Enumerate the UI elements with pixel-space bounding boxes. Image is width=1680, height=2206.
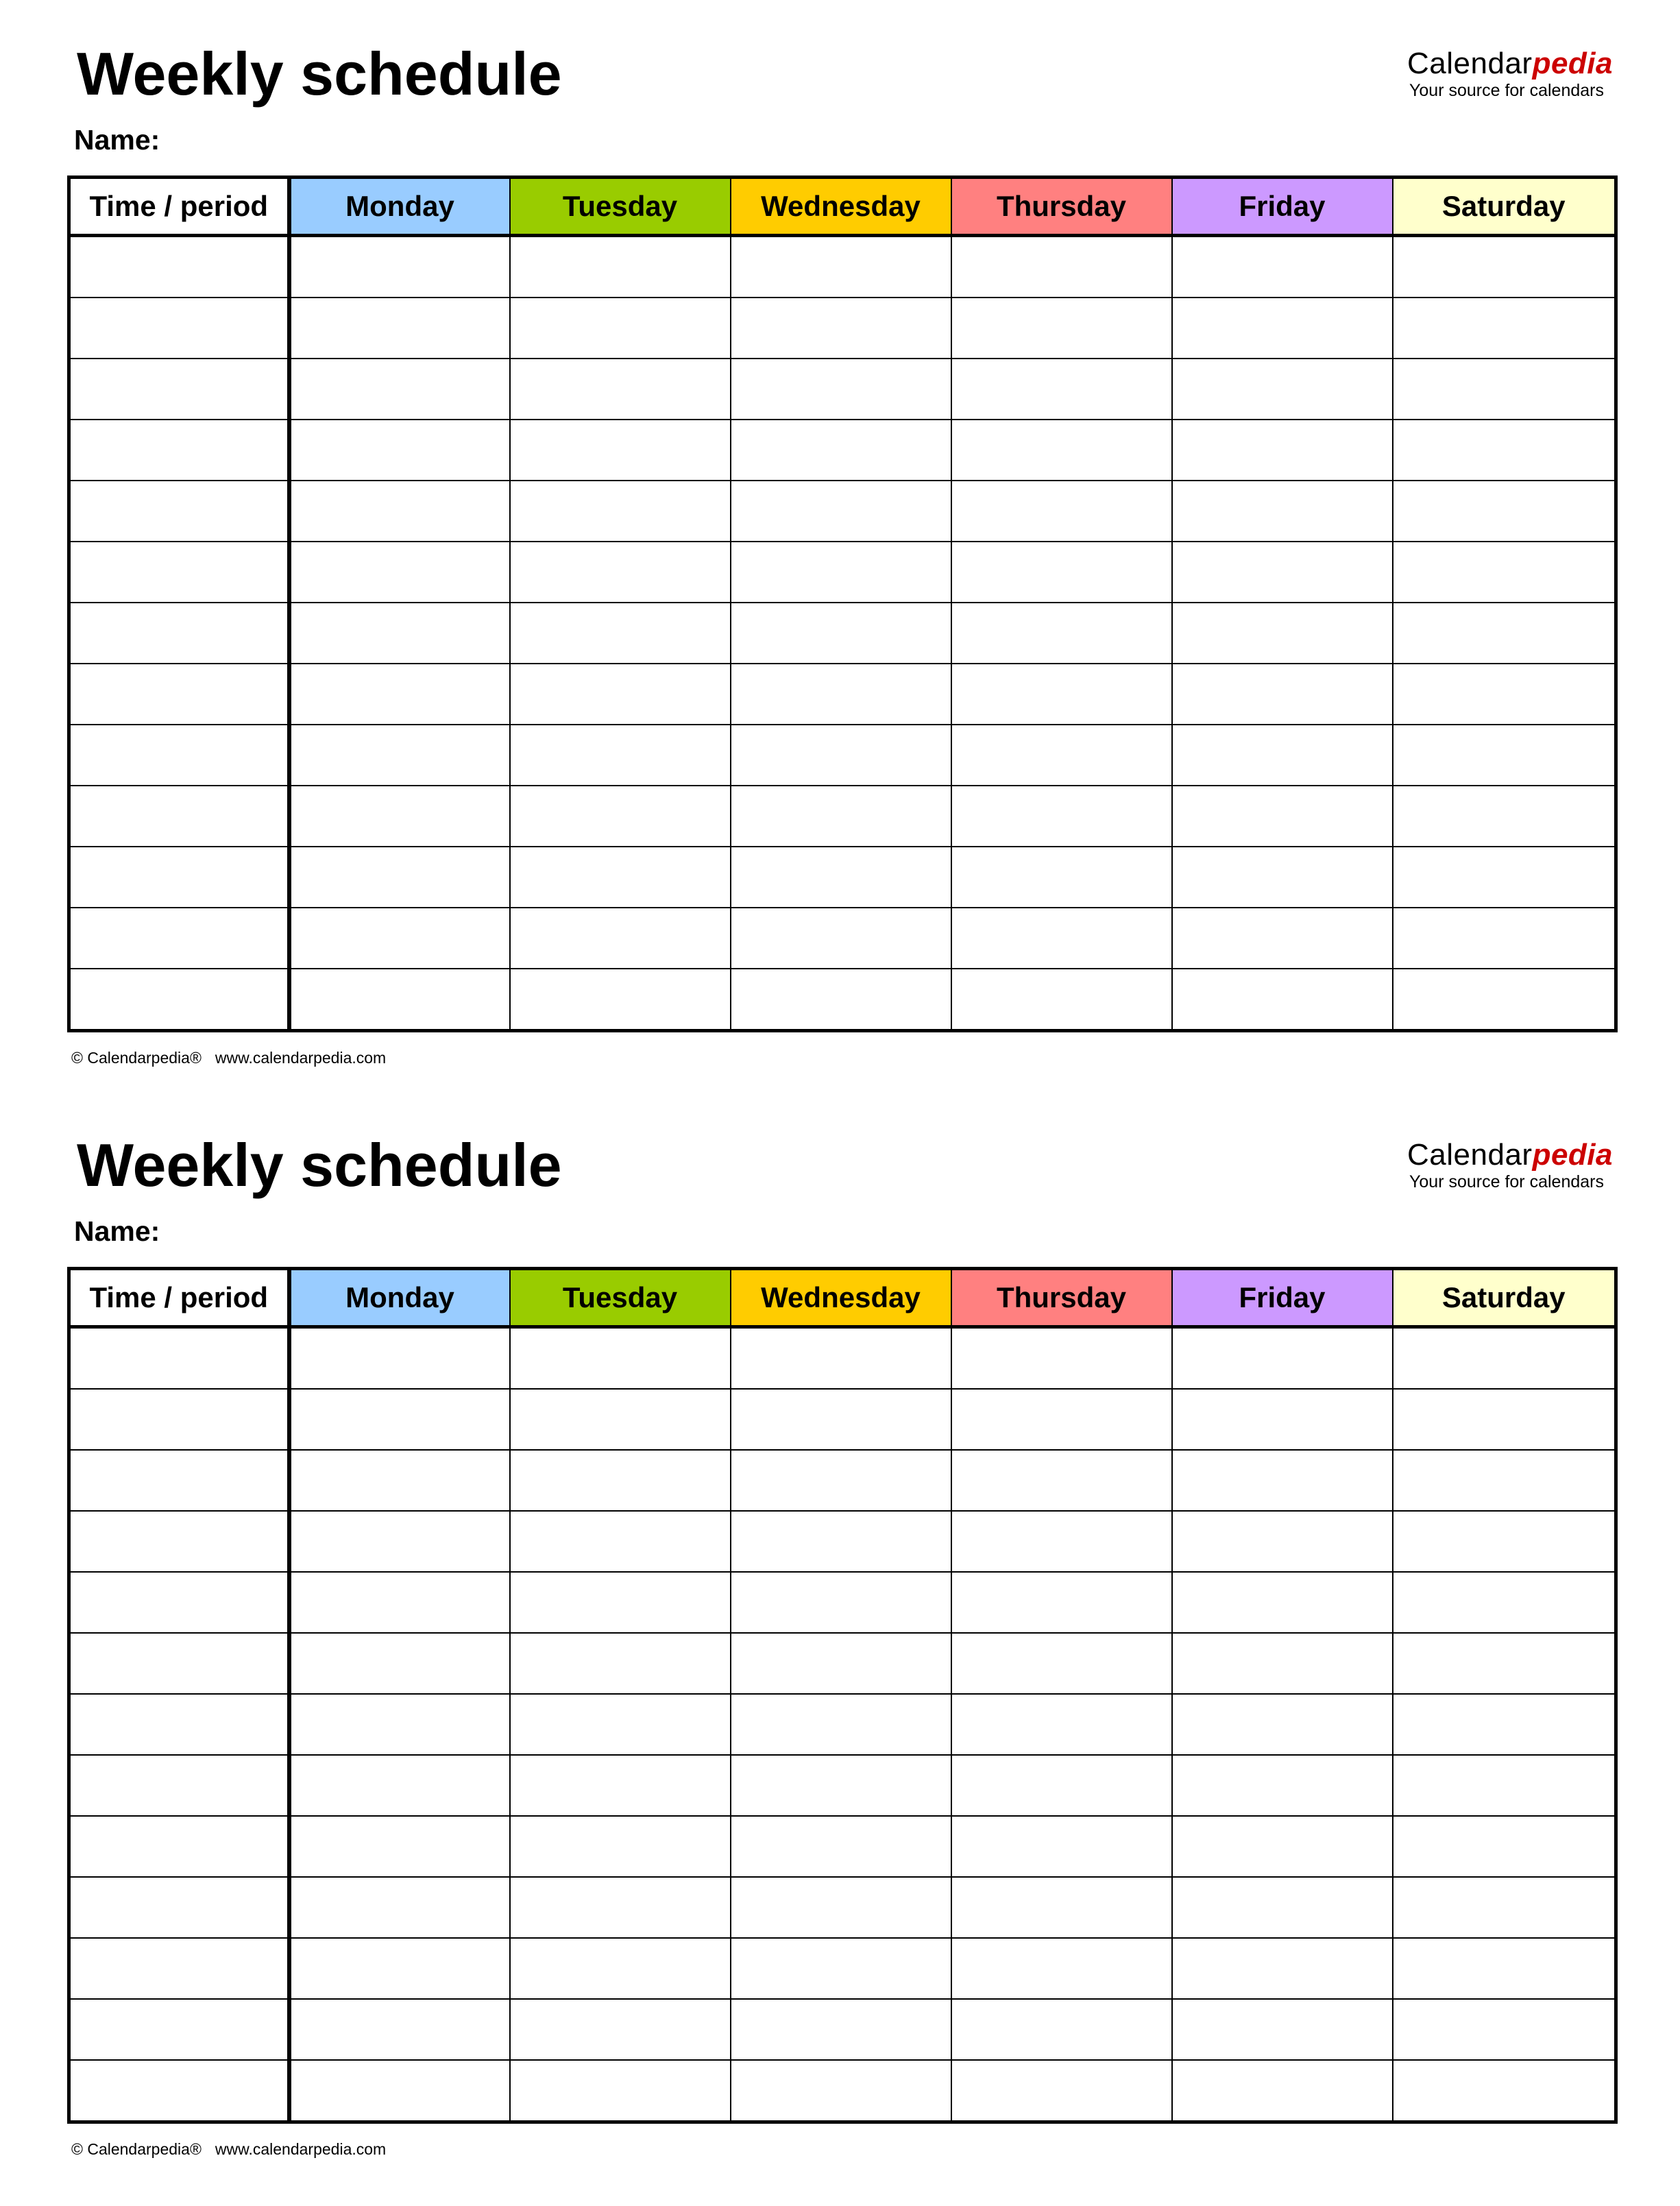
schedule-cell[interactable] (731, 1694, 951, 1755)
schedule-cell[interactable] (510, 2060, 731, 2122)
schedule-cell[interactable] (510, 664, 731, 725)
schedule-cell[interactable] (1172, 1999, 1393, 2060)
schedule-cell[interactable] (510, 786, 731, 847)
schedule-cell[interactable] (731, 359, 951, 420)
schedule-cell[interactable] (951, 603, 1172, 664)
schedule-cell[interactable] (289, 2060, 510, 2122)
schedule-cell[interactable] (289, 236, 510, 298)
schedule-cell[interactable] (1393, 1450, 1616, 1511)
time-period-cell[interactable] (69, 1633, 289, 1694)
schedule-cell[interactable] (951, 542, 1172, 603)
schedule-cell[interactable] (731, 1572, 951, 1633)
time-period-cell[interactable] (69, 969, 289, 1031)
schedule-cell[interactable] (510, 847, 731, 908)
schedule-cell[interactable] (951, 1816, 1172, 1877)
schedule-cell[interactable] (510, 1450, 731, 1511)
schedule-cell[interactable] (1172, 542, 1393, 603)
table-row (69, 359, 1616, 420)
table-row (69, 1755, 1616, 1816)
table-row (69, 847, 1616, 908)
schedule-cell[interactable] (510, 725, 731, 786)
schedule-cell[interactable] (951, 1511, 1172, 1572)
schedule-cell[interactable] (289, 420, 510, 481)
schedule-body (69, 236, 1616, 1031)
time-period-cell[interactable] (69, 1694, 289, 1755)
brand-tagline: Your source for calendars (1409, 1172, 1604, 1191)
schedule-cell[interactable] (1393, 542, 1616, 603)
table-row (69, 908, 1616, 969)
schedule-cell[interactable] (510, 1389, 731, 1450)
schedule-body (69, 1327, 1616, 2122)
column-header-time-period: Time / period (69, 1269, 289, 1327)
schedule-cell[interactable] (1172, 420, 1393, 481)
schedule-table (67, 1267, 1618, 2124)
schedule-cell[interactable] (289, 725, 510, 786)
schedule-cell[interactable] (510, 1511, 731, 1572)
footer-credit (71, 2140, 386, 2159)
time-period-cell[interactable] (69, 1877, 289, 1938)
schedule-cell[interactable] (510, 481, 731, 542)
schedule-cell[interactable] (1393, 1999, 1616, 2060)
schedule-cell[interactable] (1393, 236, 1616, 298)
time-period-cell[interactable] (69, 359, 289, 420)
schedule-cell[interactable] (731, 298, 951, 359)
schedule-cell[interactable] (731, 1633, 951, 1694)
schedule-cell[interactable] (1172, 1877, 1393, 1938)
time-period-cell[interactable] (69, 603, 289, 664)
schedule-cell[interactable] (510, 420, 731, 481)
table-row (69, 725, 1616, 786)
column-header-wednesday: Wednesday (731, 178, 951, 236)
schedule-cell[interactable] (1393, 1327, 1616, 1390)
time-period-cell[interactable] (69, 542, 289, 603)
table-row (69, 664, 1616, 725)
schedule-cell[interactable] (289, 1938, 510, 1999)
time-period-cell[interactable] (69, 1389, 289, 1450)
schedule-cell[interactable] (731, 908, 951, 969)
schedule-cell[interactable] (510, 1999, 731, 2060)
schedule-cell[interactable] (289, 1511, 510, 1572)
schedule-table (67, 175, 1618, 1032)
time-period-cell[interactable] (69, 481, 289, 542)
column-header-saturday: Saturday (1393, 1269, 1616, 1327)
table-row (69, 1450, 1616, 1511)
schedule-cell[interactable] (1393, 1938, 1616, 1999)
schedule-cell[interactable] (951, 359, 1172, 420)
schedule-cell[interactable] (731, 1450, 951, 1511)
schedule-cell[interactable] (1393, 908, 1616, 969)
schedule-cell[interactable] (731, 236, 951, 298)
schedule-cell[interactable] (289, 298, 510, 359)
schedule-cell[interactable] (289, 786, 510, 847)
copyright-text: © Calendarpedia® (71, 2140, 202, 2158)
name-label: Name: (74, 124, 160, 156)
table-row (69, 542, 1616, 603)
copyright-text: © Calendarpedia® (71, 1049, 202, 1067)
column-header-thursday: Thursday (951, 178, 1172, 236)
column-header-saturday: Saturday (1393, 178, 1616, 236)
schedule-cell[interactable] (1393, 1877, 1616, 1938)
table-row (69, 1999, 1616, 2060)
column-header-time-period: Time / period (69, 178, 289, 236)
schedule-cell[interactable] (1172, 2060, 1393, 2122)
schedule-cell[interactable] (731, 1877, 951, 1938)
schedule-cell[interactable] (951, 2060, 1172, 2122)
schedule-cell[interactable] (951, 1450, 1172, 1511)
schedule-cell[interactable] (289, 969, 510, 1031)
schedule-cell[interactable] (1172, 359, 1393, 420)
schedule-cell[interactable] (289, 1999, 510, 2060)
schedule-cell[interactable] (1393, 969, 1616, 1031)
time-period-cell[interactable] (69, 1999, 289, 2060)
table-row (69, 1694, 1616, 1755)
schedule-cell[interactable] (1172, 481, 1393, 542)
schedule-cell[interactable] (731, 1389, 951, 1450)
table-row (69, 1511, 1616, 1572)
schedule-cell[interactable] (1172, 786, 1393, 847)
brand-name: Calendarpedia (1407, 47, 1613, 80)
schedule-cell[interactable] (289, 1450, 510, 1511)
website-link[interactable]: www.calendarpedia.com (215, 1049, 387, 1067)
column-header-monday: Monday (289, 178, 510, 236)
schedule-cell[interactable] (731, 603, 951, 664)
schedule-cell[interactable] (951, 786, 1172, 847)
schedule-cell[interactable] (951, 725, 1172, 786)
schedule-cell[interactable] (510, 1877, 731, 1938)
schedule-cell[interactable] (1172, 1511, 1393, 1572)
schedule-cell[interactable] (1393, 1633, 1616, 1694)
header-row (69, 178, 1616, 236)
table-row (69, 1572, 1616, 1633)
time-period-cell[interactable] (69, 908, 289, 969)
schedule-cell[interactable] (951, 1755, 1172, 1816)
schedule-cell[interactable] (510, 969, 731, 1031)
schedule-cell[interactable] (1172, 1327, 1393, 1390)
table-row (69, 603, 1616, 664)
page-title: Weekly schedule (77, 1131, 562, 1199)
schedule-cell[interactable] (1393, 1511, 1616, 1572)
schedule-cell[interactable] (510, 236, 731, 298)
schedule-cell[interactable] (1393, 664, 1616, 725)
schedule-cell[interactable] (731, 1755, 951, 1816)
schedule-cell[interactable] (731, 1816, 951, 1877)
time-period-cell[interactable] (69, 420, 289, 481)
schedule-cell[interactable] (951, 969, 1172, 1031)
table-row (69, 236, 1616, 298)
schedule-cell[interactable] (1172, 847, 1393, 908)
schedule-cell[interactable] (951, 664, 1172, 725)
schedule-cell[interactable] (951, 481, 1172, 542)
schedule-cell[interactable] (1393, 847, 1616, 908)
schedule-cell[interactable] (510, 1694, 731, 1755)
brand-tagline: Your source for calendars (1409, 81, 1604, 100)
schedule-cell[interactable] (510, 1572, 731, 1633)
schedule-cell[interactable] (1393, 603, 1616, 664)
schedule-cell[interactable] (1172, 1694, 1393, 1755)
header-row (69, 1269, 1616, 1327)
schedule-cell[interactable] (731, 1511, 951, 1572)
schedule-cell[interactable] (951, 298, 1172, 359)
schedule-cell[interactable] (951, 1572, 1172, 1633)
schedule-cell[interactable] (951, 1327, 1172, 1390)
schedule-cell[interactable] (1172, 1816, 1393, 1877)
schedule-cell[interactable] (1172, 1755, 1393, 1816)
schedule-cell[interactable] (731, 786, 951, 847)
schedule-cell[interactable] (510, 1327, 731, 1390)
column-header-tuesday: Tuesday (510, 178, 731, 236)
schedule-cell[interactable] (1172, 298, 1393, 359)
schedule-cell[interactable] (1172, 1938, 1393, 1999)
time-period-cell[interactable] (69, 1327, 289, 1390)
schedule-cell[interactable] (731, 2060, 951, 2122)
footer-credit (71, 1048, 386, 1067)
schedule-cell[interactable] (1393, 359, 1616, 420)
schedule-cell[interactable] (1393, 420, 1616, 481)
table-row (69, 786, 1616, 847)
schedule-cell[interactable] (510, 1755, 731, 1816)
schedule-cell[interactable] (1393, 2060, 1616, 2122)
schedule-cell[interactable] (1393, 1755, 1616, 1816)
table-row (69, 1877, 1616, 1938)
schedule-cell[interactable] (1172, 236, 1393, 298)
page-title: Weekly schedule (77, 40, 562, 108)
column-header-friday: Friday (1172, 178, 1393, 236)
schedule-cell[interactable] (289, 1816, 510, 1877)
schedule-cell[interactable] (289, 664, 510, 725)
schedule-cell[interactable] (1172, 1572, 1393, 1633)
schedule-cell[interactable] (731, 542, 951, 603)
column-header-monday: Monday (289, 1269, 510, 1327)
schedule-cell[interactable] (951, 420, 1172, 481)
brand-logo (1407, 1138, 1613, 1191)
schedule-cell[interactable] (731, 847, 951, 908)
schedule-cell[interactable] (1393, 1389, 1616, 1450)
time-period-cell[interactable] (69, 236, 289, 298)
schedule-cell[interactable] (510, 359, 731, 420)
table-row (69, 1938, 1616, 1999)
schedule-cell[interactable] (731, 725, 951, 786)
column-header-friday: Friday (1172, 1269, 1393, 1327)
column-header-thursday: Thursday (951, 1269, 1172, 1327)
schedule-cell[interactable] (289, 1755, 510, 1816)
table-row (69, 969, 1616, 1031)
time-period-cell[interactable] (69, 1450, 289, 1511)
time-period-cell[interactable] (69, 298, 289, 359)
brand-name: Calendarpedia (1407, 1138, 1613, 1172)
schedule-cell[interactable] (510, 1938, 731, 1999)
schedule-cell[interactable] (951, 1938, 1172, 1999)
schedule-cell[interactable] (731, 1999, 951, 2060)
schedule-cell[interactable] (1172, 1389, 1393, 1450)
schedule-cell[interactable] (1393, 481, 1616, 542)
table-row (69, 2060, 1616, 2122)
schedule-cell[interactable] (951, 236, 1172, 298)
schedule-cell[interactable] (1172, 1450, 1393, 1511)
schedule-cell[interactable] (951, 1694, 1172, 1755)
table-row (69, 298, 1616, 359)
schedule-cell[interactable] (289, 359, 510, 420)
time-period-cell[interactable] (69, 1572, 289, 1633)
schedule-cell[interactable] (1172, 603, 1393, 664)
schedule-cell[interactable] (731, 664, 951, 725)
schedule-cell[interactable] (951, 1633, 1172, 1694)
table-row (69, 481, 1616, 542)
brand-logo (1407, 47, 1613, 100)
schedule-cell[interactable] (731, 481, 951, 542)
time-period-cell[interactable] (69, 664, 289, 725)
time-period-cell[interactable] (69, 725, 289, 786)
schedule-cell[interactable] (951, 847, 1172, 908)
time-period-cell[interactable] (69, 786, 289, 847)
schedule-cell[interactable] (510, 542, 731, 603)
schedule-cell[interactable] (951, 1999, 1172, 2060)
name-label: Name: (74, 1215, 160, 1247)
time-period-cell[interactable] (69, 847, 289, 908)
schedule-cell[interactable] (510, 1816, 731, 1877)
schedule-cell[interactable] (1393, 1572, 1616, 1633)
schedule-cell[interactable] (289, 481, 510, 542)
table-row (69, 1327, 1616, 1390)
schedule-cell[interactable] (731, 1938, 951, 1999)
table-row (69, 1816, 1616, 1877)
schedule-cell[interactable] (510, 908, 731, 969)
schedule-cell[interactable] (510, 298, 731, 359)
schedule-cell[interactable] (289, 603, 510, 664)
schedule-cell[interactable] (289, 1389, 510, 1450)
schedule-cell[interactable] (289, 1327, 510, 1390)
schedule-cell[interactable] (289, 1694, 510, 1755)
time-period-cell[interactable] (69, 1755, 289, 1816)
schedule-cell[interactable] (1393, 786, 1616, 847)
schedule-cell[interactable] (289, 1877, 510, 1938)
schedule-cell[interactable] (951, 1877, 1172, 1938)
time-period-cell[interactable] (69, 2060, 289, 2122)
table-row (69, 420, 1616, 481)
column-header-tuesday: Tuesday (510, 1269, 731, 1327)
schedule-cell[interactable] (1172, 969, 1393, 1031)
schedule-cell[interactable] (731, 969, 951, 1031)
website-link[interactable]: www.calendarpedia.com (215, 2140, 387, 2158)
column-header-wednesday: Wednesday (731, 1269, 951, 1327)
schedule-cell[interactable] (1172, 725, 1393, 786)
schedule-cell[interactable] (510, 603, 731, 664)
table-row (69, 1389, 1616, 1450)
table-row (69, 1633, 1616, 1694)
schedule-cell[interactable] (1393, 1694, 1616, 1755)
schedule-cell[interactable] (289, 908, 510, 969)
schedule-cell[interactable] (1393, 725, 1616, 786)
time-period-cell[interactable] (69, 1511, 289, 1572)
schedule-cell[interactable] (1393, 1816, 1616, 1877)
schedule-cell[interactable] (289, 542, 510, 603)
schedule-cell[interactable] (1172, 1633, 1393, 1694)
schedule-cell[interactable] (731, 1327, 951, 1390)
schedule-cell[interactable] (289, 1572, 510, 1633)
time-period-cell[interactable] (69, 1816, 289, 1877)
schedule-cell[interactable] (510, 1633, 731, 1694)
schedule-cell[interactable] (1172, 664, 1393, 725)
schedule-cell[interactable] (289, 1633, 510, 1694)
schedule-cell[interactable] (731, 420, 951, 481)
schedule-cell[interactable] (289, 847, 510, 908)
time-period-cell[interactable] (69, 1938, 289, 1999)
schedule-cell[interactable] (951, 908, 1172, 969)
schedule-cell[interactable] (1393, 298, 1616, 359)
schedule-cell[interactable] (1172, 908, 1393, 969)
weekly-schedule-sheet-2 (0, 1091, 1680, 2194)
schedule-cell[interactable] (951, 1389, 1172, 1450)
